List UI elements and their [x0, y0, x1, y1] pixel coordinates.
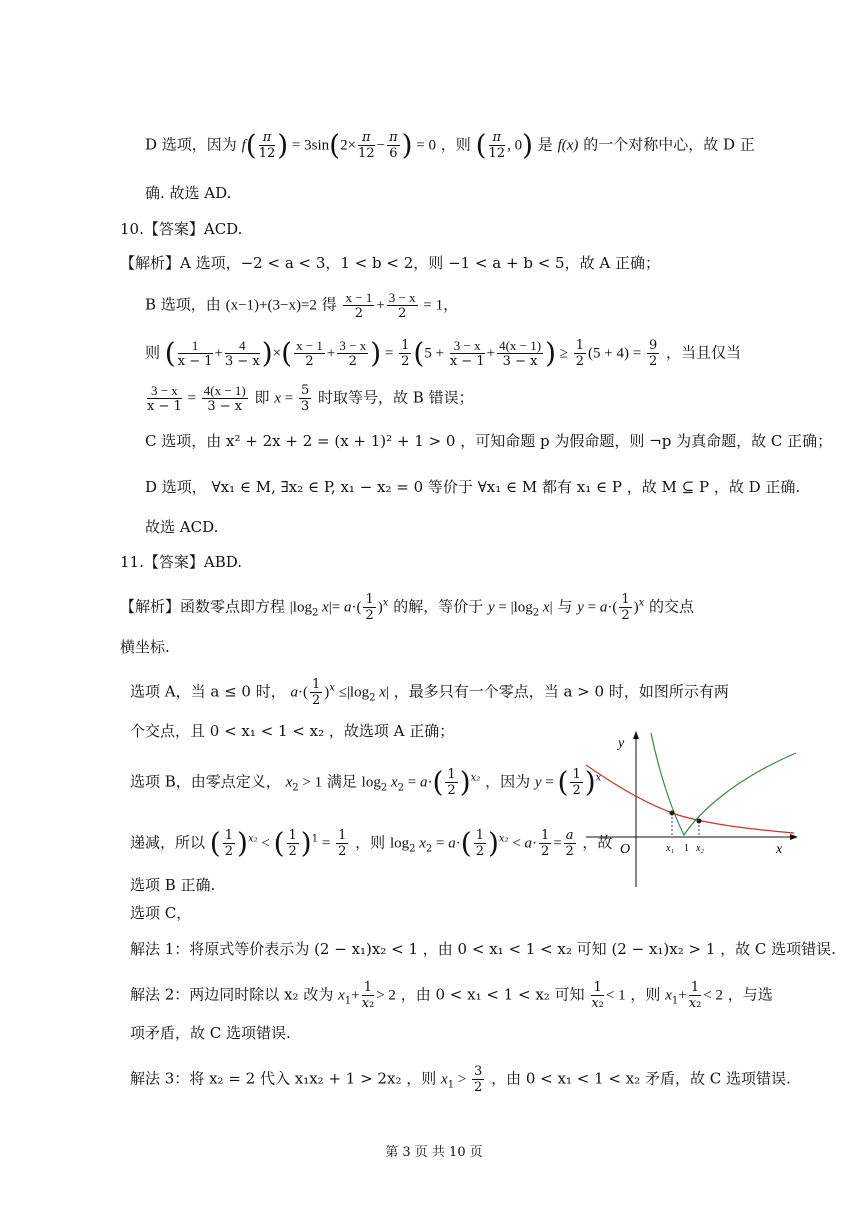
text-equiv: 的解，等价于 — [393, 597, 484, 616]
q10-d-line: D 选项， ∀x₁ ∈ M, ∃x₂ ∈ P, x₁ − x₂ = 0 等价于 ∀x₁ ∈ M 都有 x₁ ∈ P ，故 M ⊆ P ，故 D 正确. — [145, 478, 801, 496]
text-is: 是 — [537, 135, 553, 154]
text-divide: 解法 2：两边同时除以 x₂ 改为 — [130, 985, 334, 1004]
y-axis-arrow — [633, 731, 639, 739]
solution-2-line1: 解法 2：两边同时除以 x₂ 改为 $x_1+$ $\frac{1}{\text{x₂}}$ > 2 ，由 0 < x₁ < 1 < x₂ 可知 $\frac{1}{\text{x₂}}$ < 1 ，则 $x_1+$ $\frac{1}{\text{x₂}}$ < 2 ，与选 — [130, 980, 773, 1011]
x-label: x — [776, 842, 783, 857]
text-get: 得 — [321, 295, 337, 314]
text-decreasing: 递减，所以 — [130, 833, 206, 852]
function-graph — [578, 727, 800, 892]
origin-label: O — [620, 842, 631, 857]
q11-a-line2: 个交点，且 0 < x₁ < 1 < x₂ ，故选项 A 正确； — [130, 722, 455, 740]
q10-conclusion: 故选 ACD. — [145, 518, 219, 536]
y-label: y — [618, 736, 625, 751]
text-intersection: 的交点 — [649, 597, 695, 616]
page-footer: 第 3 页 共 10 页 — [385, 1145, 483, 1160]
d-option-line: D 选项，因为 f( $\frac{\pi}{12}$ ) = 3sin(2× $\frac{\pi}{12}$ − $\frac{\pi}{6}$ ) = 0 ，则 ( $\frac{\pi}{12}$ , 0) 是 f(x) 的一个对称中心，故 D 正 — [145, 128, 755, 162]
text-b-opt: B 选项，由 — [145, 295, 221, 314]
text-ze: 则 — [145, 343, 161, 362]
text-because: ，因为 — [485, 772, 531, 791]
log-abs-curve — [651, 733, 796, 835]
text-b-wrong: 时取等号，故 B 错误； — [318, 388, 474, 407]
q11-b-line1: 选项 B，由零点定义， $x_2 > 1$ 满足 $\log_2 x_2 = a\cdot$( $\frac{1}{2}$ )$^{x_2}$ ，因为 y = ( $\frac{1}{2}$ )$^x$ — [130, 765, 602, 799]
text-substitute: 解法 3：将 x₂ = 2 代入 x₁x₂ + 1 > 2x₂ ，则 — [130, 1069, 437, 1088]
q11-a-line1: 选项 A，当 a ≤ 0 时， a·( $\frac{1}{2}$ )$^x \le|\log_2$ x| ，最多只有一个零点，当 a > 0 时，如图所示有两 — [130, 677, 729, 708]
d-option-label: D 选项，因为 — [145, 135, 237, 154]
tick-x1: x₁ — [666, 843, 674, 854]
tick-x2: x₂ — [696, 843, 704, 854]
fx-expr: f(x) — [557, 137, 579, 154]
text-and: 与 — [557, 597, 573, 616]
text-center: 的一个对称中心，故 D 正 — [583, 135, 755, 154]
text-satisfy: 满足 — [326, 772, 357, 791]
q10-answer: 10.【答案】ACD. — [120, 220, 243, 238]
q10-b-line1: B 选项，由 (x−1)+(3−x)=2 得 $\frac{x - 1}{2}$ + $\frac{3 - x}{2}$ = 1， — [145, 290, 459, 321]
q10-b-line2: 则 ( $\frac{1}{x - 1}$ + $\frac{4}{3 - x}$ )×( $\frac{x - 1}{2}$ + $\frac{3 - x}{2}$ ) = $\frac{1}{2}$ (5 + $\frac{3 - x}{x - 1}$ + $\frac{4(x - 1)}{3 - x}$ ) ≥ $\frac{1}{2}$ (5 + 4) = $\frac{9}{2}$ ，当且仅当 — [145, 336, 742, 370]
solution-2-line2: 项矛盾，故 C 选项错误. — [130, 1024, 291, 1042]
solution-1: 解法 1：将原式等价表示为 (2 − x₁)x₂ < 1 ，由 0 < x₁ < 1 < x₂ 可知 (2 − x₁)x₂ > 1 ，故 C 选项错误. — [130, 940, 836, 958]
f-pi12-expr: f — [241, 137, 246, 154]
tick-1: 1 — [684, 843, 689, 854]
text-one-zero: ，最多只有一个零点，当 a > 0 时，如图所示有两 — [393, 682, 729, 701]
q10-b-line3: $\frac{3 - x}{x - 1}$ = $\frac{4(x - 1)}{3 - x}$ 即 x = $\frac{5}{3}$ 时取等号，故 B 错误； — [147, 383, 474, 414]
text-opt-a: 选项 A，当 a ≤ 0 时， — [130, 682, 286, 701]
q11-c-line: 选项 C， — [130, 904, 192, 922]
q11-answer: 11.【答案】ABD. — [120, 553, 242, 571]
text-with-opt: ，与选 — [727, 985, 773, 1004]
text-opt-b: 选项 B，由零点定义， — [130, 772, 281, 791]
q11-b-line2: 递减，所以 ( $\frac{1}{2}$ )$^{x_2}$ < ( $\frac{1}{2}$ )$^1$ = $\frac{1}{2}$ ，则 $\log_2 x_2 = a\cdot$( $\frac{1}{2}$ )$^{x_2}$ < a· $\frac{1}{2}$ = $\frac{a}{2}$ ，故 — [130, 826, 613, 860]
exp-curve — [586, 765, 794, 833]
text-zero-eq: 【解析】函数零点即方程 — [120, 597, 286, 616]
q10-analysis-a: 【解析】A 选项，−2 < a < 3，1 < b < 2，则 −1 < a + b < 5，故 A 正确； — [120, 254, 660, 272]
d2-line: 确. 故选 AD. — [145, 184, 232, 202]
text-contradiction: ，由 0 < x₁ < 1 < x₂ 矛盾，故 C 选项错误. — [491, 1069, 791, 1088]
x-axis-arrow — [790, 834, 798, 840]
text-then: ，则 — [440, 135, 471, 154]
text-then2: ，则 — [355, 833, 386, 852]
solution-3: 解法 3：将 x₂ = 2 代入 x₁x₂ + 1 > 2x₂ ，则 $x_1$ > $\frac{3}{2}$ ，由 0 < x₁ < 1 < x₂ 矛盾，故 C 选项错误. — [130, 1064, 791, 1095]
q11-analysis-line1: 【解析】函数零点即方程 $|\log_2$ x|= a·( $\frac{1}{2}$ )$^x$ 的解，等价于 $y = |\log_2$ x| 与 y = a·( $\frac{1}{2}$ )$^x$ 的交点 — [120, 592, 695, 623]
b-eq: (x−1)+(3−x)=2 — [225, 297, 317, 314]
q11-analysis-line2: 横坐标. — [120, 638, 170, 656]
q10-c-line: C 选项，由 x² + 2x + 2 = (x + 1)² + 1 > 0 ，可知命题 p 为假命题，则 ¬p 为真命题，故 C 正确； — [145, 432, 833, 450]
text-therefore: ，故 — [582, 833, 613, 852]
q11-b-line3: 选项 B 正确. — [130, 876, 216, 894]
text-ji: 即 — [254, 388, 270, 407]
text-know: ，由 0 < x₁ < 1 < x₂ 可知 — [400, 985, 585, 1004]
text-then3: ，则 — [630, 985, 661, 1004]
text-iff: ，当且仅当 — [666, 343, 742, 362]
